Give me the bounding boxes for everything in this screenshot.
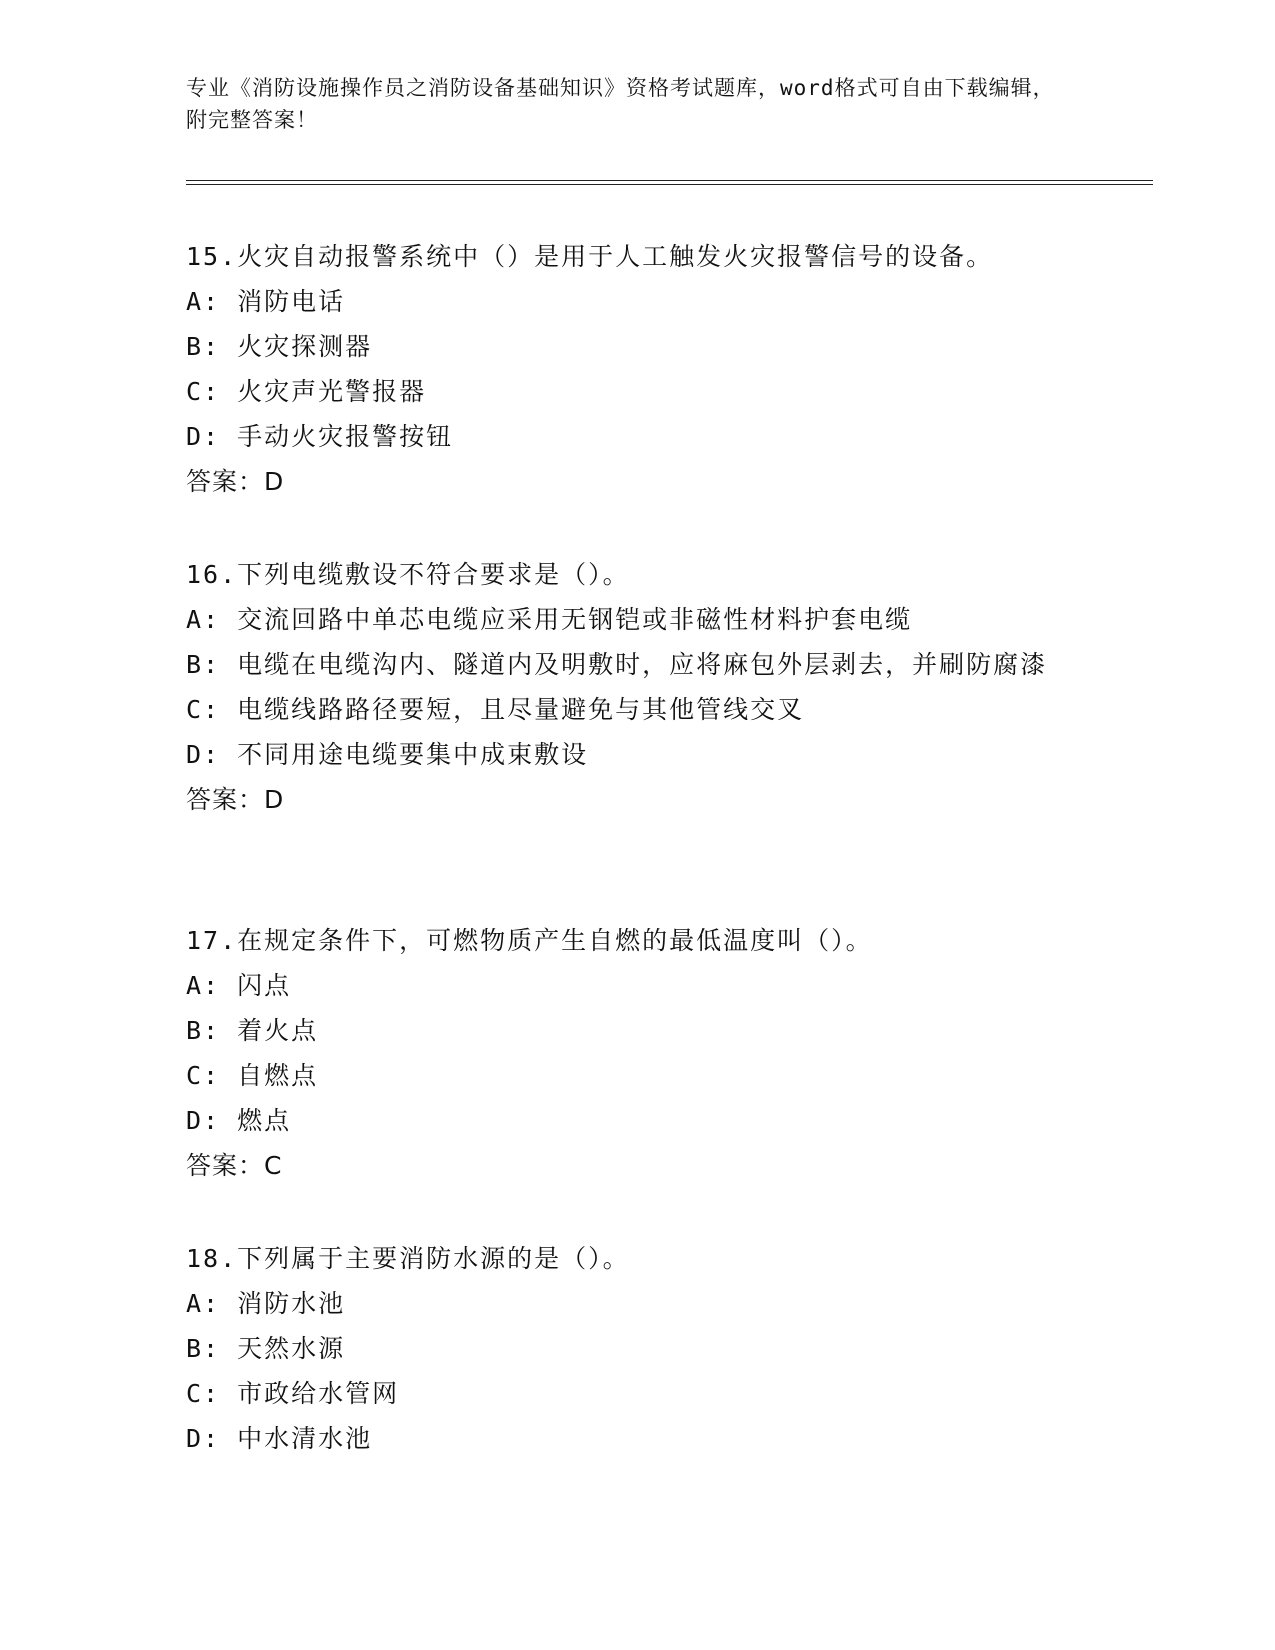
answer: 答案：D	[186, 467, 285, 496]
question-17	[186, 918, 1086, 1189]
option-d: D: 手动火灾报警按钮	[186, 422, 454, 451]
question-stem: 15.火灾自动报警系统中（）是用于人工触发火灾报警信号的设备。	[186, 242, 994, 271]
option-d: D: 燃点	[186, 1106, 292, 1135]
option-c: C: 自燃点	[186, 1061, 319, 1090]
option-c: C: 电缆线路路径要短，且尽量避免与其他管线交叉	[186, 695, 805, 724]
option-a: A: 交流回路中单芯电缆应采用无钢铠或非磁性材料护套电缆	[186, 605, 913, 634]
question-16	[186, 552, 1086, 823]
question-stem: 17.在规定条件下，可燃物质产生自燃的最低温度叫（）。	[186, 926, 873, 955]
question-stem: 18.下列属于主要消防水源的是（）。	[186, 1244, 630, 1273]
question-18	[186, 1236, 1086, 1461]
question-15	[186, 234, 1086, 505]
answer: 答案：D	[186, 785, 285, 814]
answer: 答案：C	[186, 1151, 283, 1180]
document-header: 专业《消防设施操作员之消防设备基础知识》资格考试题库，word格式可自由下载编辑，附完整答案！	[186, 76, 1055, 132]
option-b: B: 电缆在电缆沟内、隧道内及明敷时，应将麻包外层剥去，并刷防腐漆	[186, 650, 1048, 679]
option-a: A: 闪点	[186, 971, 292, 1000]
option-d: D: 中水清水池	[186, 1424, 373, 1453]
option-a: A: 消防电话	[186, 287, 346, 316]
option-c: C: 火灾声光警报器	[186, 377, 427, 406]
option-d: D: 不同用途电缆要集中成束敷设	[186, 740, 589, 769]
header-divider-top	[186, 180, 1153, 181]
option-c: C: 市政给水管网	[186, 1379, 400, 1408]
option-a: A: 消防水池	[186, 1289, 346, 1318]
question-stem: 16.下列电缆敷设不符合要求是（）。	[186, 560, 630, 589]
option-b: B: 天然水源	[186, 1334, 346, 1363]
option-b: B: 火灾探测器	[186, 332, 373, 361]
header-divider-bottom	[186, 184, 1153, 185]
option-b: B: 着火点	[186, 1016, 319, 1045]
